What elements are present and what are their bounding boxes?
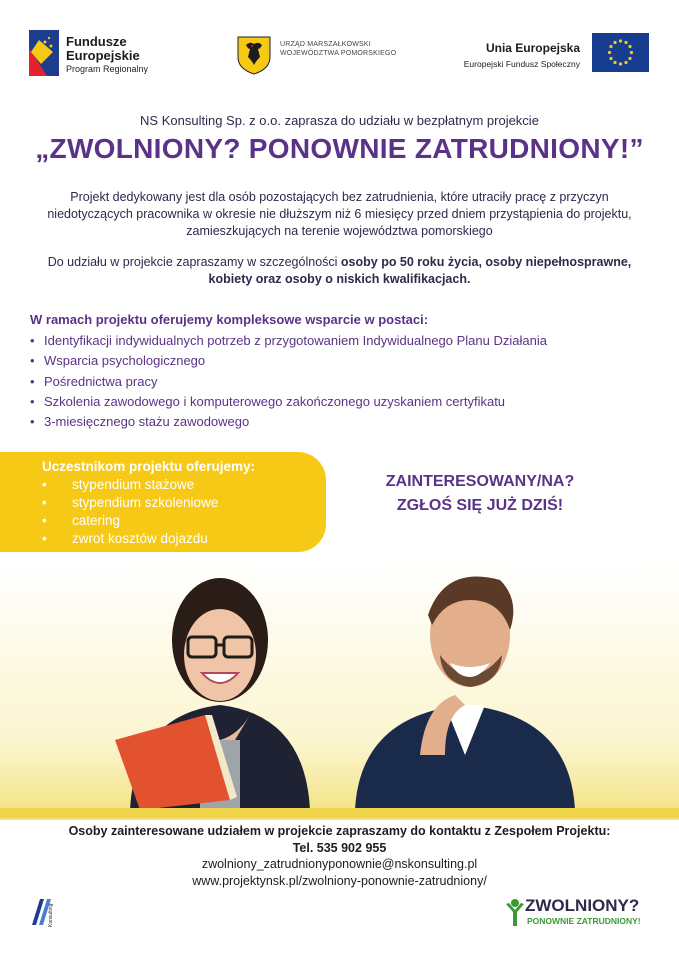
call-to-action: [355, 470, 605, 518]
contact-phone: Tel. 535 902 955: [292, 841, 387, 855]
cta-line1: ZAINTERESOWANY/NA?: [385, 473, 575, 490]
participant-item-text: stypendium szkoleniowe: [72, 495, 219, 510]
intro-text: NS Konsulting Sp. z o.o. zaprasza do udziału w bezpłatnym projekcie: [140, 113, 539, 128]
participant-item-text: catering: [72, 513, 121, 528]
person-figure-icon: [505, 898, 525, 928]
pomorskie-griffin-crest-icon: [236, 35, 272, 75]
man-photo: [350, 555, 580, 810]
list-item: • zwrot kosztów dojazdu: [42, 531, 208, 546]
pom-line1: URZĄD MARSZAŁKOWSKI: [280, 41, 371, 48]
ns-konsulting-logo-icon: [30, 895, 60, 929]
urzad-marszalkowski-label: [280, 41, 396, 59]
offer-item-text: Wsparcia psychologicznego: [44, 353, 206, 369]
zp-line2: PONOWNIE ZATRUDNIONY!: [527, 916, 641, 926]
contact-email-link[interactable]: zwolniony_zatrudnionyponownie@nskonsulting.pl: [201, 857, 478, 871]
ns-logo-text: Konsulting: [48, 903, 54, 927]
offer-item-text: Identyfikacji indywidualnych potrzeb z przygotowaniem Indywidualnego Planu Działania: [44, 333, 547, 348]
description-paragraph: Projekt dedykowany jest dla osób pozostających bez zatrudnienia, które utraciły pracę z przyczyn niedotyczących pracownika w okresie nie dłuższym niż 6 miesięcy przed dniem przystąpienia do projektu, zamieszkujących na terenie województwa pomorskiego: [47, 190, 632, 238]
unia-europejska-label: [440, 41, 580, 69]
pom-line2: WOJEWÓDZTWA POMORSKIEGO: [280, 49, 397, 57]
contact-invitation: Osoby zainteresowane udziałem w projekcie zapraszamy do kontaktu z Zespołem Projektu:: [68, 824, 611, 838]
list-item: • catering: [42, 513, 121, 528]
target-group-intro: Do udziału w projekcie zapraszamy w szczególności: [47, 255, 341, 269]
participants-list: [42, 476, 218, 548]
list-item: • stypendium szkoleniowe: [42, 495, 219, 510]
list-item: • Szkolenia zawodowego i komputerowego zakończonego uzyskaniem certyfikatu: [30, 393, 506, 409]
offer-item-text: Szkolenia zawodowego i komputerowego zakończonego uzyskaniem certyfikatu: [44, 393, 506, 409]
fundusze-europejskie-logo-icon: [29, 30, 59, 76]
target-group-paragraph: [30, 254, 649, 288]
headline: „ZWOLNIONY? PONOWNIE ZATRUDNIONY!”: [35, 133, 644, 164]
participants-title: Uczestnikom projektu oferujemy:: [42, 459, 256, 474]
bottom-band: [0, 808, 679, 818]
offer-list: [30, 331, 547, 432]
ue-subtitle: Europejski Fundusz Społeczny: [463, 59, 580, 69]
fe-line3: Program Regionalny: [66, 64, 149, 75]
target-group-highlight: osoby po 50 roku życia, osoby niepełnosprawne, kobiety oraz osoby o niskich kwalifikacjach.: [208, 255, 632, 286]
offer-item-text: 3-miesięcznego stażu zawodowego: [44, 414, 250, 430]
eu-flag-icon: [592, 33, 649, 72]
fundusze-europejskie-label: [66, 35, 148, 75]
list-item: • stypendium stażowe: [42, 477, 195, 492]
participant-item-text: zwrot kosztów dojazdu: [72, 531, 208, 546]
list-item: • Pośrednictwa pracy: [30, 373, 158, 389]
offer-item-text: Pośrednictwa pracy: [44, 373, 158, 389]
cta-line2: ZGŁOŚ SIĘ JUŻ DZIŚ!: [396, 497, 564, 514]
zwolniony-project-logo: [505, 898, 655, 928]
fe-line1: Fundusze: [66, 34, 127, 49]
contact-website-link[interactable]: www.projektynsk.pl/zwolniony-ponownie-zatrudniony/: [192, 874, 487, 888]
offer-title: W ramach projektu oferujemy kompleksowe wsparcie w postaci:: [30, 312, 429, 327]
ue-title: Unia Europejska: [485, 41, 580, 55]
zp-line1: ZWOLNIONY?: [525, 896, 640, 915]
fe-line2: Europejskie: [66, 47, 140, 63]
participant-item-text: stypendium stażowe: [72, 477, 195, 492]
list-item: • 3-miesięcznego stażu zawodowego: [30, 414, 250, 430]
woman-photo: [110, 565, 330, 810]
list-item: • Identyfikacji indywidualnych potrzeb z przygotowaniem Indywidualnego Planu Działania: [30, 333, 547, 348]
list-item: • Wsparcia psychologicznego: [30, 353, 206, 369]
